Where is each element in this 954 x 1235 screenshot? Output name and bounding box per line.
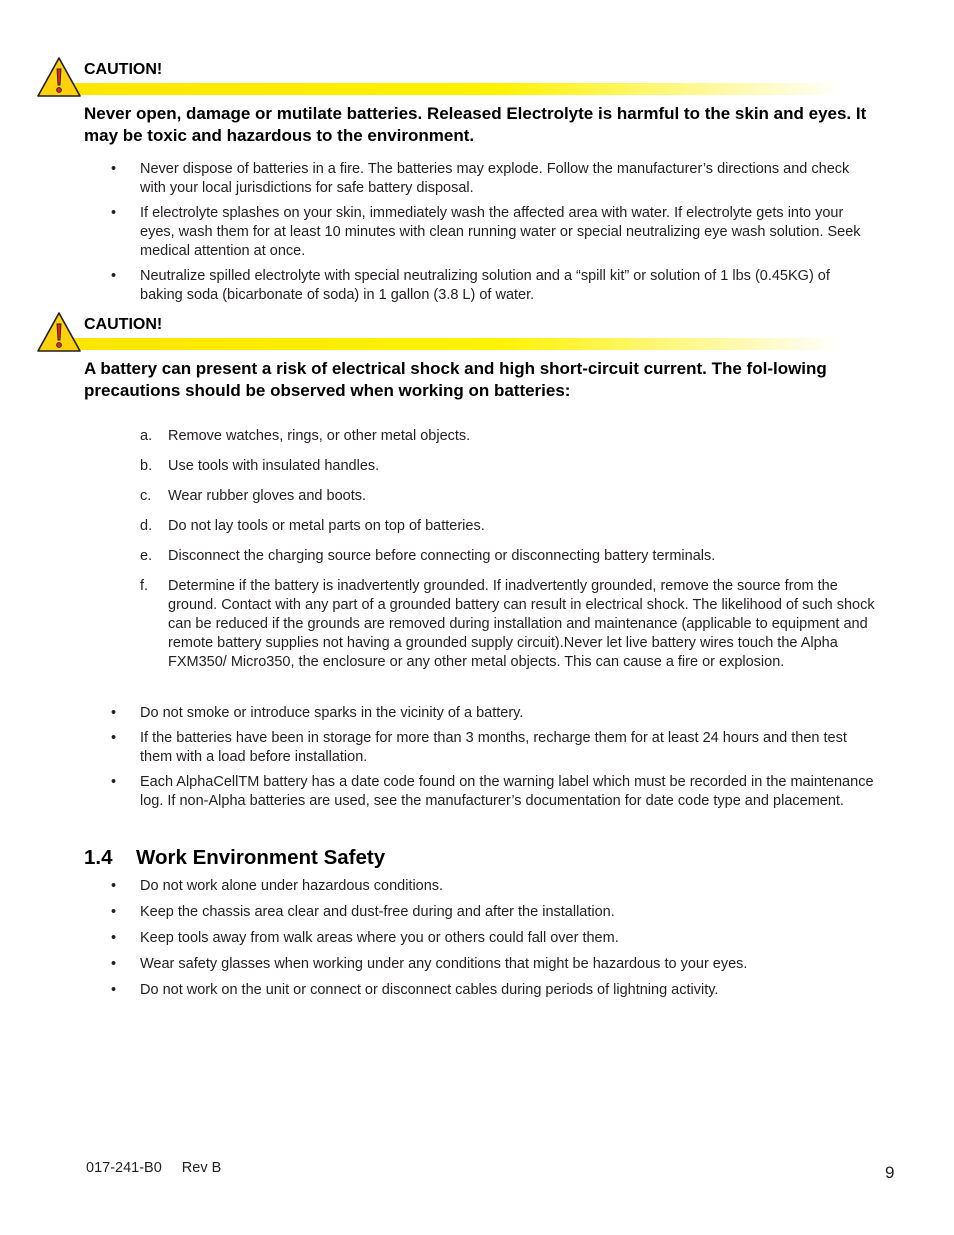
warning-icon	[36, 56, 82, 98]
revision-label: Rev B	[181, 1160, 222, 1176]
section-number: 1.4	[84, 846, 113, 869]
list-item: c. Wear rubber gloves and boots.	[140, 488, 367, 504]
work-environment-list	[84, 877, 874, 1000]
list-item: • Each AlphaCellTM battery has a date code found on the warning label which must be recorded in the maintenance log. If non-Alpha batteries are used, see the manufacturer’s documentation for date code type and placement.	[111, 774, 874, 809]
section-heading	[84, 846, 385, 870]
caution-header-1	[36, 56, 836, 100]
list-item: • If electrolyte splashes on your skin, immediately wash the affected area with water. If electrolyte gets into your eyes, wash them for at least 10 minutes with clean running water or special neutralizing eye wash solution. Seek medical attention at once.	[111, 205, 861, 259]
list-item: d. Do not lay tools or metal parts on top of batteries.	[140, 518, 485, 534]
list-item: • Do not work on the unit or connect or disconnect cables during periods of lightning activity.	[111, 982, 719, 998]
list-item: • Do not smoke or introduce sparks in the vicinity of a battery.	[111, 705, 524, 721]
footer-doc-info	[86, 1160, 221, 1176]
list-item: • Neutralize spilled electrolyte with special neutralizing solution and a “spill kit” or solution of 1 lbs (0.45KG) of baking soda (bicarbonate of soda) in 1 gallon (3.8 L) of water.	[111, 268, 830, 303]
list-item: • Wear safety glasses when working under any conditions that might be hazardous to your eyes.	[111, 956, 748, 972]
caution-label: CAUTION!	[84, 61, 163, 78]
precautions-list	[140, 427, 875, 672]
section-title: Work Environment Safety	[136, 846, 386, 869]
list-item: b. Use tools with insulated handles.	[140, 458, 380, 474]
battery-handling-list	[84, 160, 874, 305]
warning-text-2: A battery can present a risk of electrical shock and high short-circuit current. The fol-lowing precautions should be observed when working on batteries:	[84, 359, 827, 400]
list-item: a. Remove watches, rings, or other metal objects.	[140, 428, 471, 444]
list-item: e. Disconnect the charging source before connecting or disconnecting battery terminals.	[140, 548, 716, 564]
list-item: • Do not work alone under hazardous conditions.	[111, 878, 444, 894]
list-item: f. Determine if the battery is inadvertently grounded. If inadvertently grounded, remove the source from the ground. Contact with any part of a grounded battery can result in electrical shock. The likelihood of such shock can be reduced if the grounds are removed during installation and maintenance (applicable to equipment and remote battery supplies not having a grounded supply circuit).Never let live battery wires touch the Alpha FXM350/ Micro350, the enclosure or any other metal objects. This can cause a fire or explosion.	[140, 578, 875, 670]
list-item: • Keep the chassis area clear and dust-free during and after the installation.	[111, 904, 615, 920]
battery-safety-list	[84, 704, 874, 811]
page-number: 9	[885, 1163, 895, 1182]
warning-text-1: Never open, damage or mutilate batteries. Released Electrolyte is harmful to the skin and eyes. It may be toxic and hazardous to the environment.	[84, 104, 867, 145]
list-item: • If the batteries have been in storage for more than 3 months, recharge them for at least 24 hours and then test them with a load before installation.	[111, 730, 847, 765]
list-item: • Keep tools away from walk areas where you or others could fall over them.	[111, 930, 619, 946]
warning-icon	[36, 311, 82, 353]
caution-header-2	[36, 311, 836, 355]
document-number: 017-241-B0	[86, 1160, 162, 1176]
caution-bar	[72, 338, 842, 350]
list-item: • Never dispose of batteries in a fire. The batteries may explode. Follow the manufacturer’s directions and check with your local jurisdictions for safe battery disposal.	[111, 161, 850, 196]
caution-label: CAUTION!	[84, 316, 163, 333]
caution-bar	[72, 83, 842, 95]
